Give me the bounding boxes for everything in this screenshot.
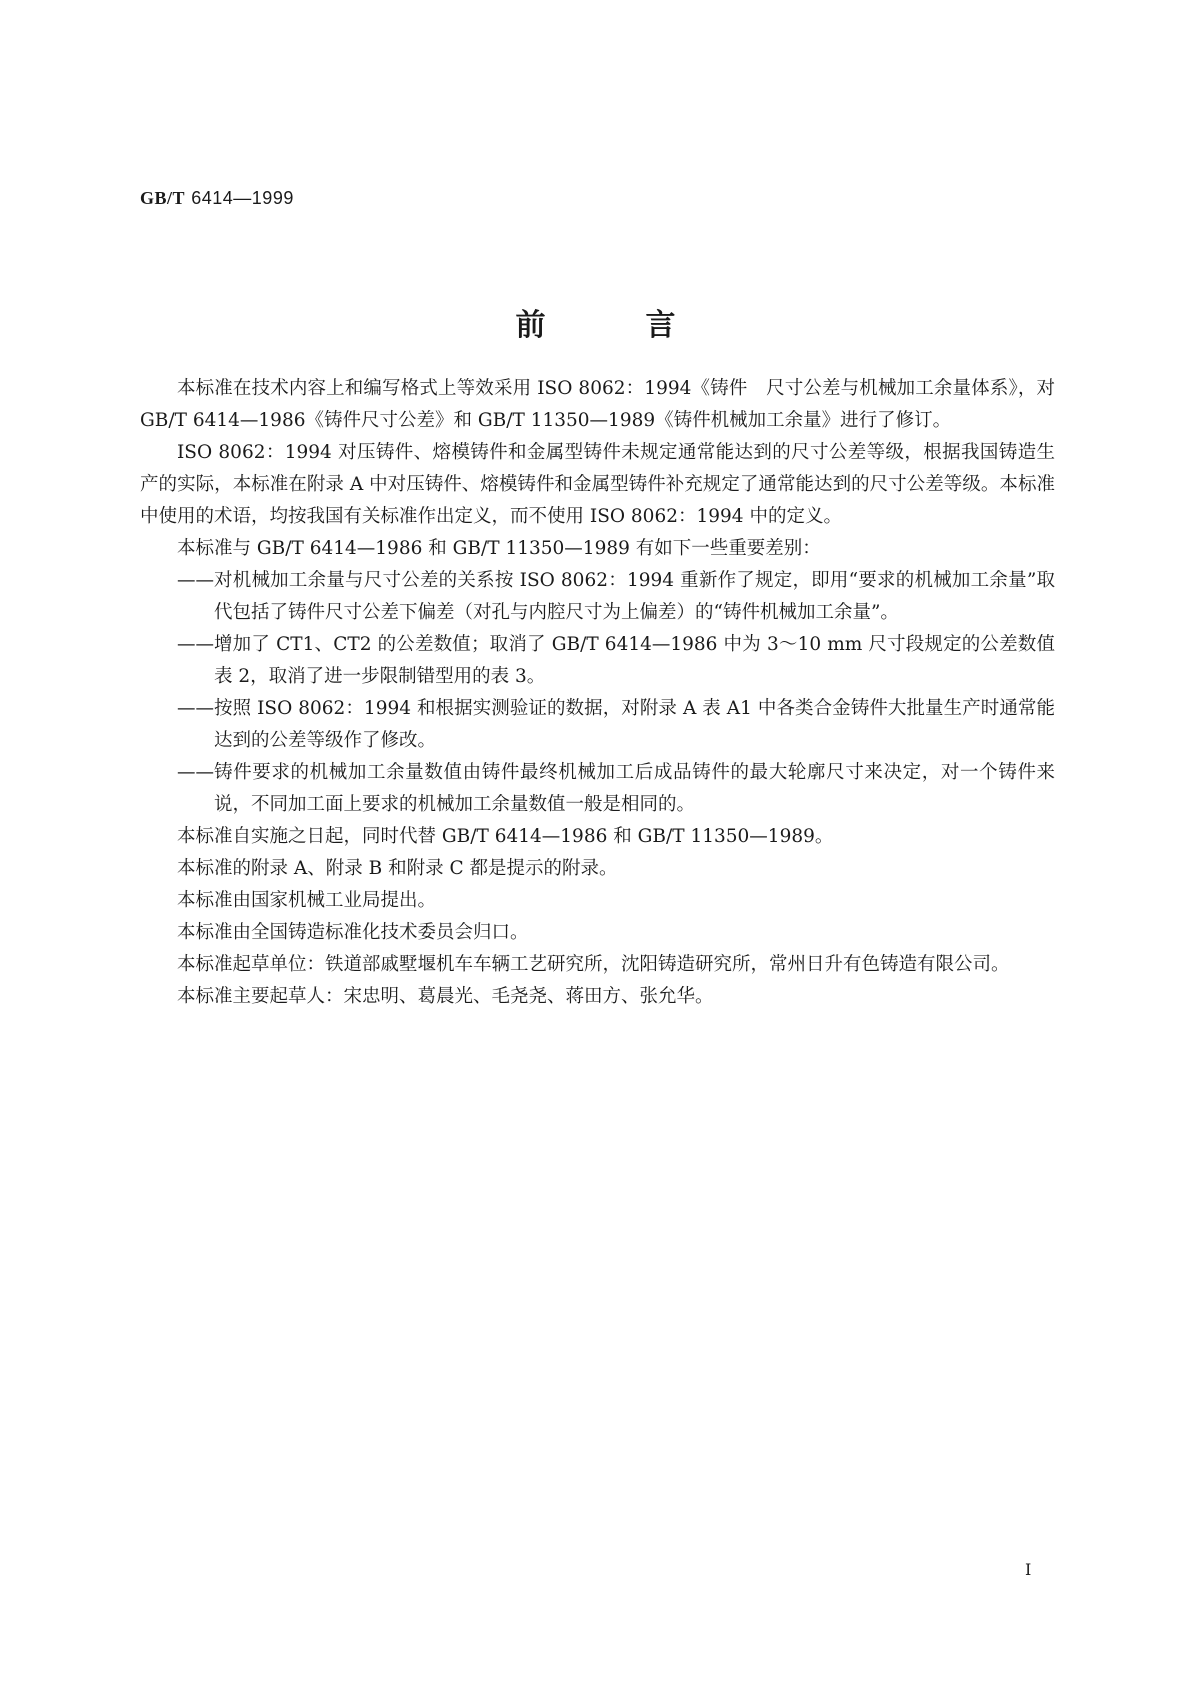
list-item-text: 铸件要求的机械加工余量数值由铸件最终机械加工后成品铸件的最大轮廓尺寸来决定，对一个铸件来说，不同加工面上要求的机械加工余量数值一般是相同的。 xyxy=(214,762,1055,815)
list-item xyxy=(140,693,1055,757)
list-item xyxy=(140,629,1055,693)
page-number: I xyxy=(1025,1560,1032,1579)
list-item-text: 按照 ISO 8062：1994 和根据实测验证的数据，对附录 A 表 A1 中各类合金铸件大批量生产时通常能达到的公差等级作了修改。 xyxy=(214,698,1055,751)
page-title-char-1: 前 xyxy=(515,308,546,343)
list-item xyxy=(140,565,1055,629)
paragraph: 本标准与 GB/T 6414—1986 和 GB/T 11350—1989 有如下一些重要差别： xyxy=(177,538,821,559)
paragraph: 本标准由全国铸造标准化技术委员会归口。 xyxy=(177,922,529,943)
page-title-char-2: 言 xyxy=(645,308,676,343)
list-dash: —— xyxy=(177,570,214,591)
paragraph: 本标准自实施之日起，同时代替 GB/T 6414—1986 和 GB/T 11350—1989。 xyxy=(177,826,834,847)
standard-code-prefix: GB/T xyxy=(140,188,186,208)
list-item xyxy=(140,757,1055,821)
foreword-body xyxy=(140,373,1055,1013)
paragraph: 本标准的附录 A、附录 B 和附录 C 都是提示的附录。 xyxy=(177,858,618,879)
paragraph: 本标准起草单位：铁道部戚墅堰机车车辆工艺研究所，沈阳铸造研究所，常州日升有色铸造有限公司。 xyxy=(177,954,1010,975)
paragraph: 本标准在技术内容上和编写格式上等效采用 ISO 8062：1994《铸件 尺寸公差与机械加工余量体系》，对 GB/T 6414—1986《铸件尺寸公差》和 GB/T 11350—1989《铸件机械加工余量》进行了修订。 xyxy=(140,378,1055,431)
paragraph: ISO 8062：1994 对压铸件、熔模铸件和金属型铸件未规定通常能达到的尺寸公差等级，根据我国铸造生产的实际，本标准在附录 A 中对压铸件、熔模铸件和金属型铸件补充规定了通常能达到的尺寸公差等级。本标准中使用的术语，均按我国有关标准作出定义，而不使用 ISO 8062：1994 中的定义。 xyxy=(140,442,1055,527)
list-dash: —— xyxy=(177,762,214,783)
standard-code xyxy=(140,188,294,209)
list-item-text: 对机械加工余量与尺寸公差的关系按 ISO 8062：1994 重新作了规定，即用“要求的机械加工余量”取代包括了铸件尺寸公差下偏差（对孔与内腔尺寸为上偏差）的“铸件机械加工余量”。 xyxy=(214,570,1055,623)
list-dash: —— xyxy=(177,698,214,719)
paragraph: 本标准由国家机械工业局提出。 xyxy=(177,890,437,911)
paragraph: 本标准主要起草人：宋忠明、葛晨光、毛尧尧、蒋田方、张允华。 xyxy=(177,986,714,1007)
list-dash: —— xyxy=(177,634,214,655)
list-item-text: 增加了 CT1、CT2 的公差数值；取消了 GB/T 6414—1986 中为 3～10 mm 尺寸段规定的公差数值表 2，取消了进一步限制错型用的表 3。 xyxy=(214,634,1055,687)
standard-code-number: 6414—1999 xyxy=(191,188,294,208)
page-title xyxy=(0,300,1191,344)
